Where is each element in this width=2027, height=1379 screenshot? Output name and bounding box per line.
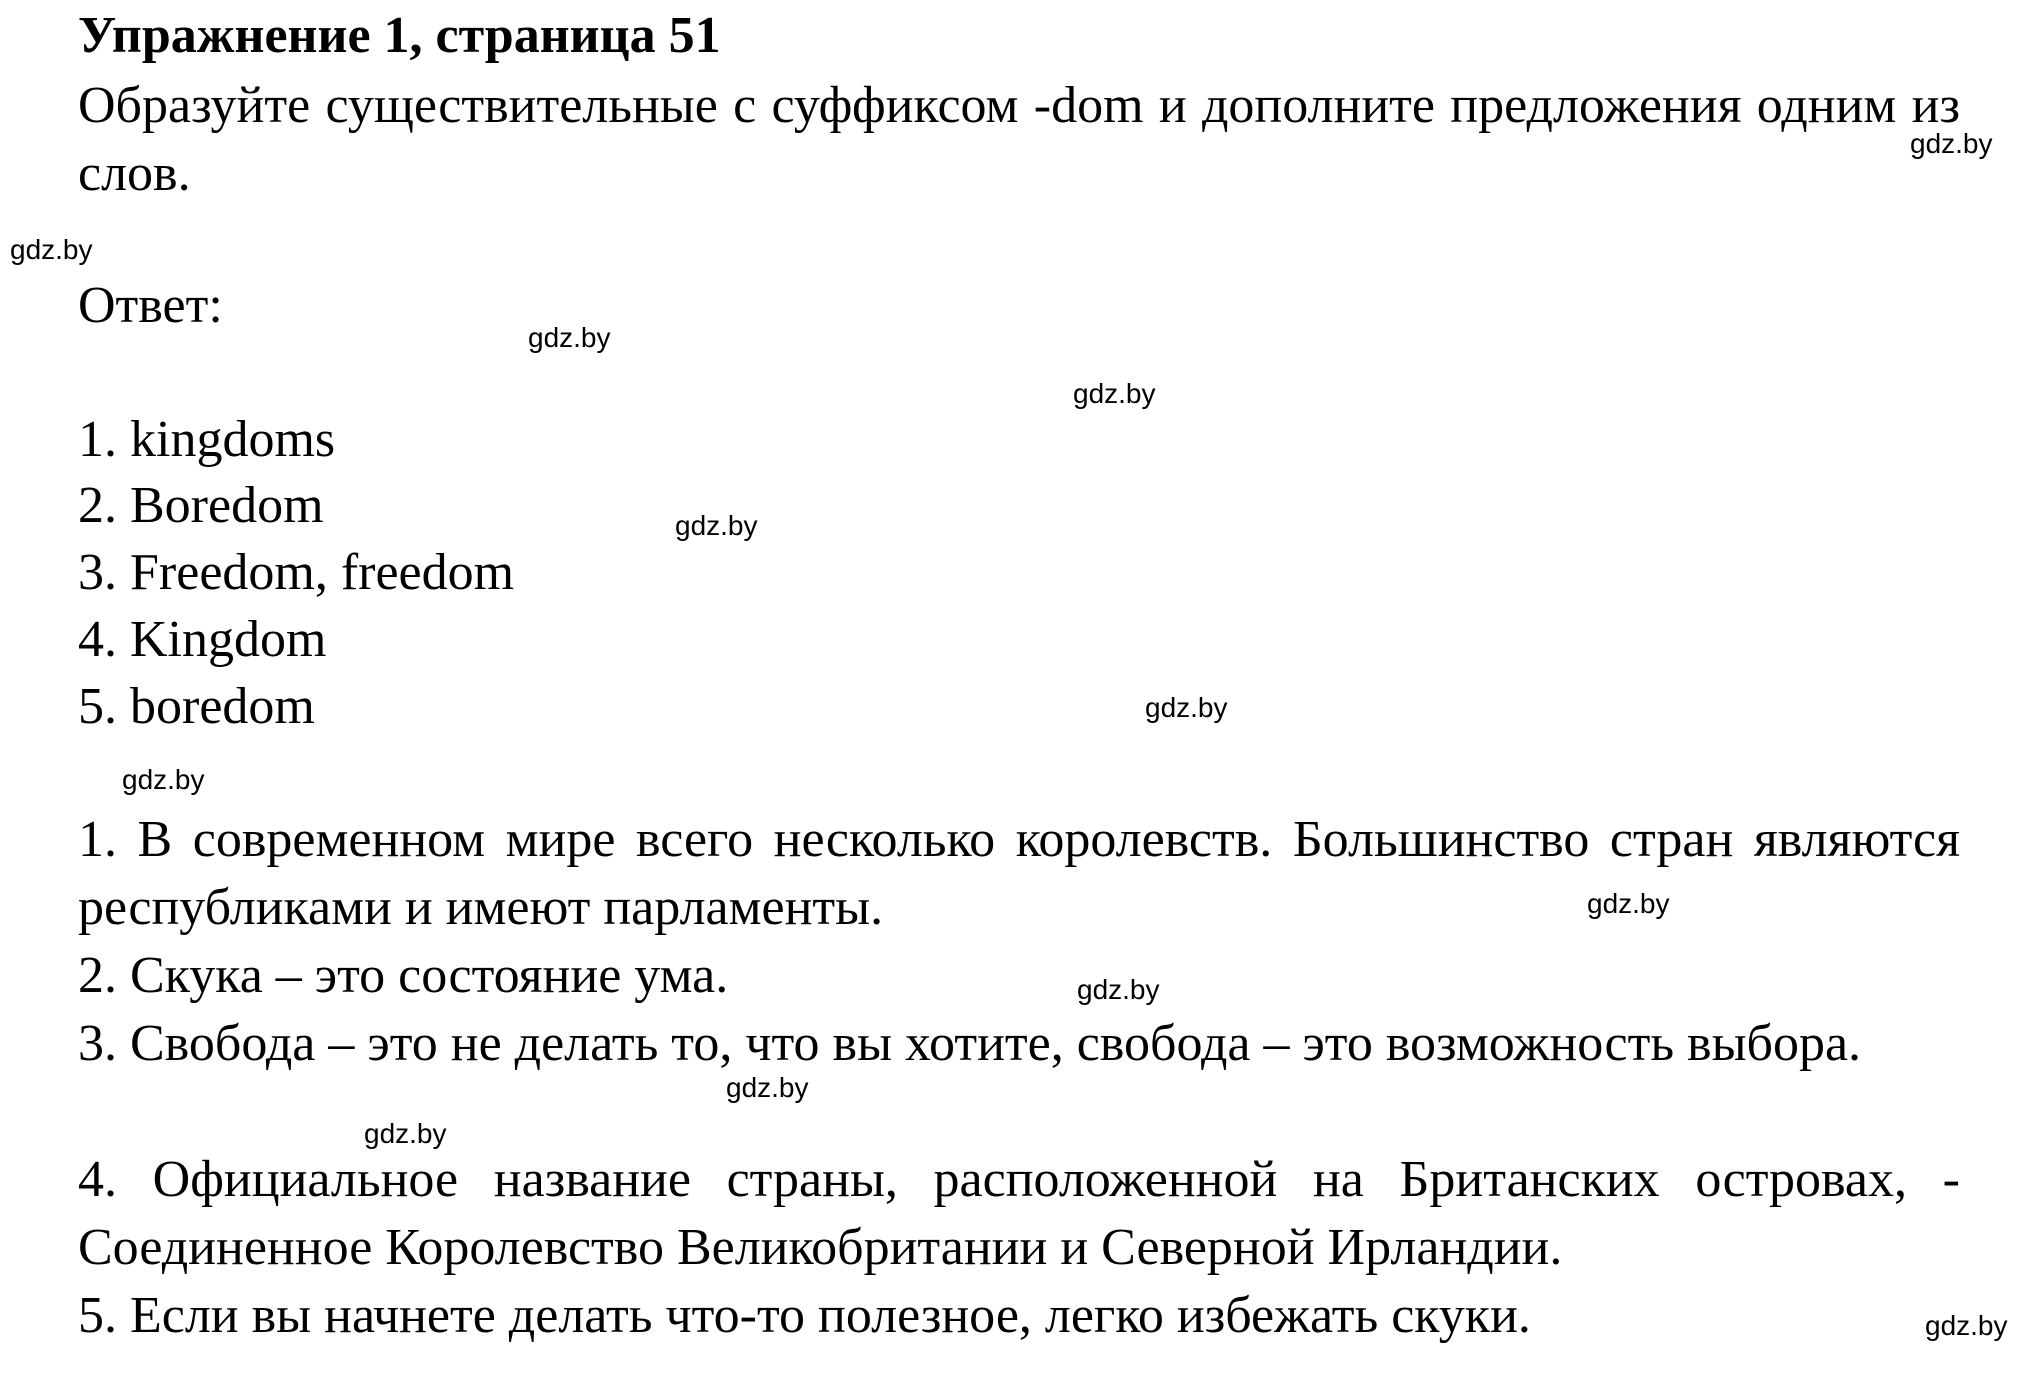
- exercise-title: Упражнение 1, страница 51: [78, 7, 721, 64]
- watermark: gdz.by: [122, 764, 205, 795]
- translation-5: 5. Если вы начнете делать что-то полезное, легко избежать скуки.: [78, 1287, 1531, 1344]
- watermark: gdz.by: [1145, 692, 1228, 723]
- translation-3: 3. Свобода – это не делать то, что вы хотите, свобода – это возможность выбора.: [78, 1015, 1862, 1072]
- translation-2: 2. Скука – это состояние ума.: [78, 947, 729, 1004]
- task-instructions: Образуйте существительные с суффиксом -dom и дополните предложения одним из слов.: [78, 77, 1960, 202]
- answer-word-2: 2. Boredom: [78, 477, 324, 534]
- watermark: gdz.by: [1077, 974, 1160, 1005]
- watermark: gdz.by: [675, 510, 758, 541]
- answer-word-1: 1. kingdoms: [78, 411, 336, 468]
- watermark: gdz.by: [528, 322, 611, 353]
- watermark: gdz.by: [1587, 888, 1670, 919]
- translation-1: 1. В современном мире всего несколько королевств. Большинство стран являются республиками и имеют парламенты.: [78, 811, 1960, 936]
- watermark: gdz.by: [1073, 378, 1156, 409]
- answer-label: Ответ:: [78, 277, 223, 334]
- translation-4: 4. Официальное название страны, расположенной на Британских островах, - Соединенное Королевство Великобритании и Северной Ирландии.: [78, 1151, 1960, 1276]
- watermark: gdz.by: [10, 234, 93, 265]
- watermark: gdz.by: [1910, 128, 1993, 159]
- answer-word-3: 3. Freedom, freedom: [78, 544, 515, 601]
- answer-word-5: 5. boredom: [78, 678, 315, 735]
- watermark: gdz.by: [1925, 1310, 2008, 1341]
- watermark: gdz.by: [364, 1118, 447, 1149]
- watermark: gdz.by: [726, 1072, 809, 1103]
- answer-word-4: 4. Kingdom: [78, 611, 327, 668]
